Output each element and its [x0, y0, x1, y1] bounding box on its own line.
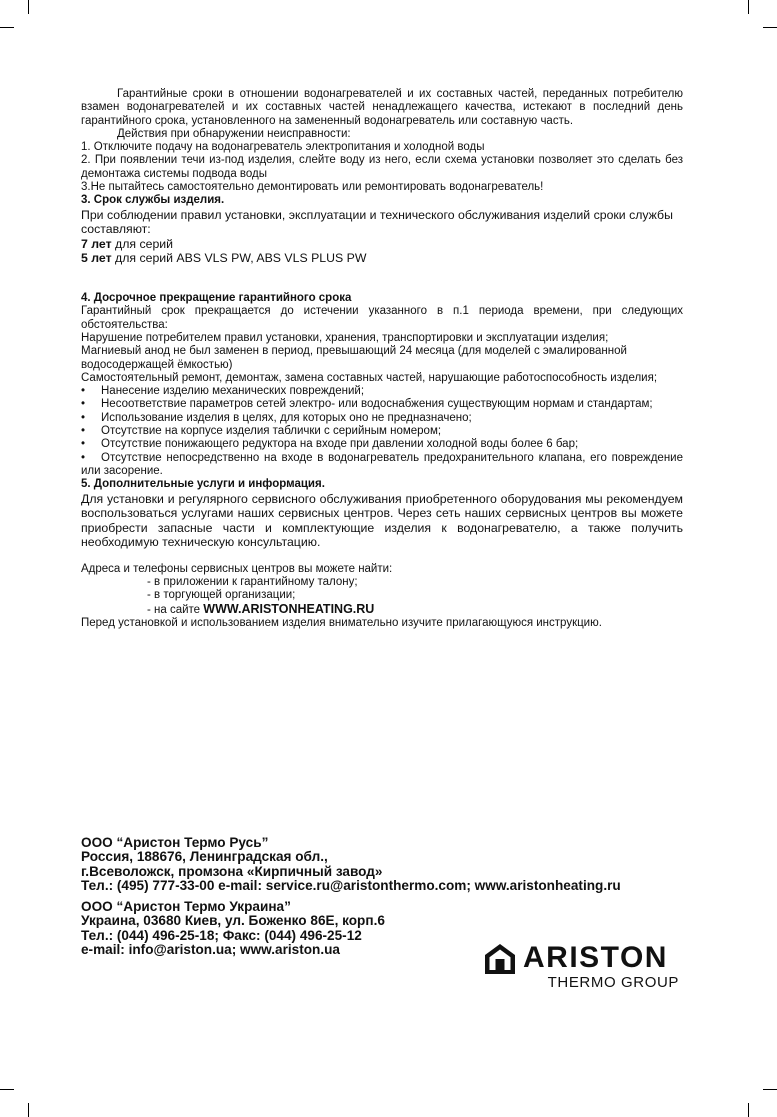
section-3-title: 3. Срок службы изделия. [81, 194, 225, 207]
bullet-icon: • [81, 398, 86, 411]
logo-subtitle: THERMO GROUP [547, 974, 679, 991]
bullet-icon: • [81, 385, 86, 398]
company-address: Украина, 03680 Киев, ул. Боженко 86Е, корп.6 [81, 913, 385, 929]
document-body [81, 88, 683, 630]
bullet-icon: • [81, 438, 86, 451]
company-name: ООО “Аристон Термо Украина” [81, 899, 291, 914]
service-life-series: для серий [111, 236, 174, 251]
company-address: г.Всеволожск, промзона «Кирпичный завод» [81, 863, 383, 879]
crop-mark [28, 1103, 29, 1117]
warranty-replacement-paragraph: Гарантийные сроки в отношении водонагревателей и их составных частей, переданных потребителю взамен водонагревателей и их составных частей ненадлежащего качества, истекают в последний день гарантийного срока, установленного на замененный водонагреватель или составную часть. [81, 88, 683, 127]
company-email-web: e-mail: info@ariston.ua; www.ariston.ua [81, 942, 340, 958]
company-address: Россия, 188676, Ленинградская обл., [81, 849, 328, 865]
list-item [81, 398, 683, 411]
section-4-condition: Магниевый анод не был заменен в период, превышающий 24 месяца (для моделей с эмалированной водосодержащей ёмкостью) [81, 345, 627, 371]
logo-wordmark: ARISTON [523, 941, 668, 974]
section-4-condition: Нарушение потребителем правил установки, хранения, транспортировки и эксплуатации изделия; [81, 331, 609, 344]
service-life-text: При соблюдении правил установки, эксплуатации и технического обслуживания изделий сроки службы составляют: [81, 207, 673, 237]
website-link[interactable]: WWW.ARISTONHEATING.RU [203, 601, 375, 616]
list-item-text: Несоответствие параметров сетей электро- или водоснабжения существующим нормам и стандартам; [101, 398, 653, 411]
bullet-icon: • [81, 425, 86, 438]
list-item-text: Отсутствие понижающего редуктора на входе при давлении холодной воды более 6 бар; [101, 438, 579, 451]
crop-mark [28, 0, 29, 14]
addresses-title: Адреса и телефоны сервисных центров вы можете найти: [81, 562, 393, 575]
service-life-item [81, 237, 683, 252]
action-item: 2. При появлении течи из-под изделия, слейте воду из него, если схема установки позволяет это сделать без демонтажа системы подвода воды [81, 154, 683, 180]
crop-mark [748, 1103, 749, 1117]
section-4-title: 4. Досрочное прекращение гарантийного срока [81, 292, 352, 305]
service-life-item [81, 251, 683, 266]
actions-title: Действия при обнаружении неисправности: [117, 127, 351, 140]
address-source [81, 603, 683, 617]
list-item-text: Нанесение изделию механических повреждений; [101, 385, 365, 398]
address-source: - в торгующей организации; [147, 589, 296, 602]
ariston-logo [483, 942, 683, 994]
crop-mark [0, 27, 14, 28]
service-life-series: для серий ABS VLS PW, ABS VLS PLUS PW [111, 251, 367, 266]
crop-mark [748, 0, 749, 14]
section-5-title: 5. Дополнительные услуги и информация. [81, 478, 325, 491]
final-note: Перед установкой и использованием изделия внимательно изучите прилагающуюся инструкцию. [81, 617, 602, 630]
list-item-text: Использование изделия в целях, для которых оно не предназначено; [101, 411, 472, 424]
list-item [81, 425, 683, 438]
list-item [81, 438, 683, 451]
action-item: 1. Отключите подачу на водонагреватель электропитания и холодной воды [81, 141, 485, 154]
section-5-text: Для установки и регулярного сервисного обслуживания приобретенного оборудования мы рекомендуем воспользоваться услугами наших сервисных центров. Через сеть наших сервисных центров вы можете приобрести запасные части и комплектующие изделия к водонагревателю, а также получить необходимую техническую консультацию. [81, 491, 683, 550]
crop-mark [763, 27, 777, 28]
crop-mark [0, 1089, 14, 1090]
company-phone-email: Тел.: (495) 777-33-00 e-mail: service.ru@aristonthermo.com; www.aristonheating.ru [81, 878, 621, 894]
list-item [81, 385, 683, 398]
company-phone-fax: Тел.: (044) 496-25-18; Факс: (044) 496-25-12 [81, 927, 362, 943]
service-life-block [81, 208, 683, 266]
contacts-russia [81, 836, 701, 894]
crop-mark [763, 1089, 777, 1090]
list-item-text: Отсутствие на корпусе изделия таблички с серийным номером; [101, 425, 442, 438]
service-life-years: 5 лет [81, 251, 112, 266]
action-item: 3.Не пытайтесь самостоятельно демонтировать или ремонтировать водонагреватель! [81, 181, 544, 194]
list-item-text: Отсутствие непосредственно на входе в водонагреватель предохранительного клапана, его повреждение или засорение. [81, 451, 683, 477]
bullet-icon: • [81, 451, 86, 464]
service-life-years: 7 лет [81, 236, 112, 251]
list-item [81, 452, 683, 479]
address-prefix: - на сайте [147, 603, 204, 616]
section-4-condition: Самостоятельный ремонт, демонтаж, замена составных частей, нарушающие работоспособность изделия; [81, 371, 658, 384]
address-source: - в приложении к гарантийному талону; [147, 576, 358, 589]
house-icon [483, 942, 517, 976]
list-item [81, 412, 683, 425]
company-name: ООО “Аристон Термо Русь” [81, 835, 269, 850]
section-4-intro: Гарантийный срок прекращается до истечении указанного в п.1 периода времени, при следующих обстоятельства: [81, 305, 683, 331]
bullet-icon: • [81, 411, 86, 424]
